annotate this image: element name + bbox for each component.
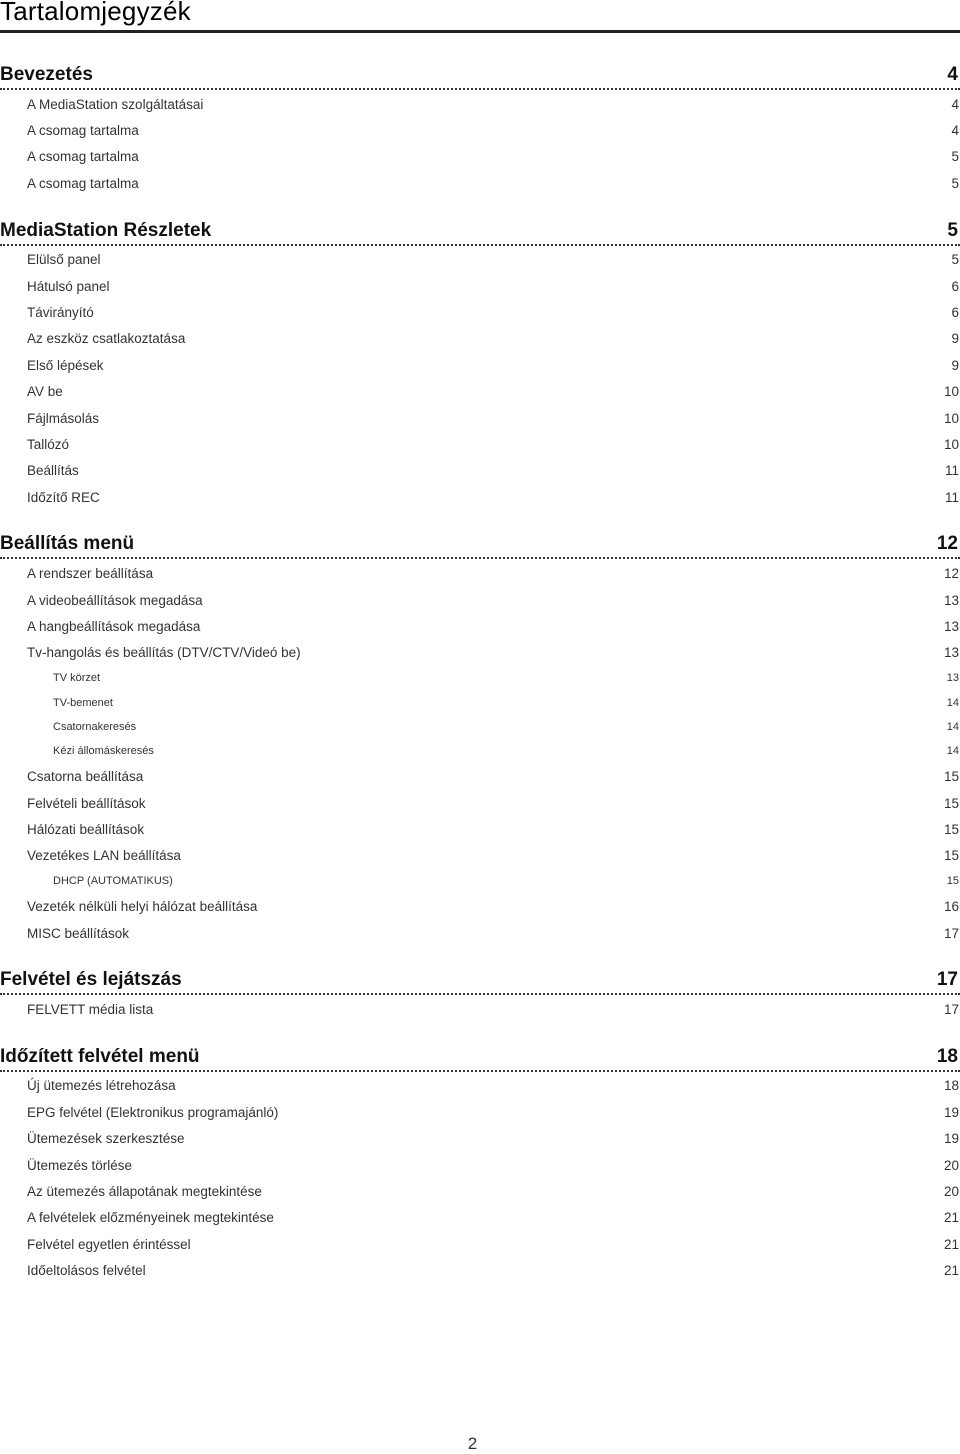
title-rule [0,30,960,33]
entry-page-number: 14 [946,745,959,758]
toc-entry[interactable] [0,1231,960,1257]
entry-label: Felvételi beállítások [27,795,146,811]
toc-entry[interactable] [0,273,960,299]
toc-subentry[interactable] [0,715,960,739]
toc-subentry[interactable] [0,739,960,763]
entry-page-number: 20 [943,1183,959,1199]
section-title: Beállítás menü [0,533,135,555]
entry-label: FELVETT média lista [27,1002,154,1018]
entry-label: Időzítő REC [27,489,100,505]
entry-label: Az eszköz csatlakoztatása [27,331,186,347]
entry-page-number: 11 [944,489,959,505]
entry-page-number: 15 [946,875,959,888]
entry-page-number: 21 [943,1210,959,1226]
entry-page-number: 13 [943,592,959,608]
entry-page-number: 15 [943,822,959,838]
entry-page-number: 21 [943,1236,959,1252]
toc-entry[interactable] [0,247,960,273]
entry-label: A MediaStation szolgáltatásai [27,96,204,112]
entry-label: Fájlmásolás [27,410,100,426]
entry-label: TV körzet [53,672,101,685]
entry-label: Hálózati beállítások [27,822,145,838]
toc-section [0,54,960,197]
toc-entry[interactable] [0,326,960,352]
entry-page-number: 9 [951,357,959,373]
toc-entry-list [0,1073,960,1284]
toc-entry[interactable] [0,379,960,405]
section-title: MediaStation Részletek [0,219,212,241]
entry-label: Időeltolásos felvétel [27,1263,146,1279]
toc-section [0,523,960,946]
page-number: 2 [467,1434,478,1453]
entry-page-number: 6 [951,278,959,294]
section-page-number: 12 [936,533,958,555]
toc-entry-list [0,91,960,197]
entry-label: EPG felvétel (Elektronikus programajánló) [27,1104,279,1120]
section-page-number: 5 [947,219,958,241]
entry-page-number: 10 [943,410,959,426]
toc-entry[interactable] [0,1126,960,1152]
entry-page-number: 13 [943,618,959,634]
entry-label: Csatorna beállítása [27,769,144,785]
toc-entry[interactable] [0,144,960,170]
section-title: Időzített felvétel menü [0,1045,200,1067]
entry-page-number: 18 [943,1078,959,1094]
toc-entry-list [0,560,960,946]
toc-subentry[interactable] [0,869,960,893]
entry-label: Felvétel egyetlen érintéssel [27,1236,191,1252]
entry-page-number: 14 [946,721,959,733]
entry-page-number: 13 [946,672,959,685]
entry-label: AV be [27,384,63,400]
entry-page-number: 5 [951,252,959,268]
entry-label: A csomag tartalma [27,149,139,165]
toc-entry[interactable] [0,299,960,325]
toc-entry[interactable] [0,117,960,143]
toc-entry[interactable] [0,613,960,639]
toc-entry[interactable] [0,431,960,457]
toc-entry[interactable] [0,894,960,920]
toc-subentry[interactable] [0,666,960,690]
toc-section-heading[interactable] [0,54,960,90]
toc-entry[interactable] [0,816,960,842]
entry-label: Új ütemezés létrehozása [27,1078,176,1094]
entry-page-number: 10 [943,384,959,400]
entry-page-number: 15 [943,848,959,864]
toc-entry[interactable] [0,458,960,484]
entry-page-number: 4 [951,123,959,139]
entry-label: A videobeállítások megadása [27,592,203,608]
page-title: Tartalomjegyzék [0,0,191,26]
entry-page-number: 4 [951,96,959,112]
toc-entry[interactable] [0,920,960,946]
toc-entry[interactable] [0,405,960,431]
toc-entry[interactable] [0,843,960,869]
entry-label: MISC beállítások [27,925,130,941]
section-page-number: 17 [936,969,958,991]
toc-entry-list [0,996,960,1022]
toc-entry[interactable] [0,1099,960,1125]
entry-label: Hátulsó panel [27,278,110,294]
entry-page-number: 12 [943,566,959,582]
toc-entry[interactable] [0,170,960,196]
entry-label: A hangbeállítások megadása [27,618,201,634]
entry-label: Ütemezés törlése [27,1157,133,1173]
entry-label: Tv-hangolás és beállítás (DTV/CTV/Videó be) [27,645,301,661]
entry-page-number: 6 [951,305,959,321]
section-page-number: 18 [936,1045,958,1067]
entry-label: Vezeték nélküli helyi hálózat beállítása [27,899,258,915]
entry-label: Kézi állomáskeresés [53,745,154,758]
section-title: Felvétel és lejátszás [0,969,182,991]
entry-label: Elülső panel [27,252,101,268]
entry-label: Beállítás [27,463,79,479]
toc-entry[interactable] [0,1257,960,1283]
toc-entry[interactable] [0,1073,960,1099]
entry-page-number: 5 [951,149,959,165]
toc-entry[interactable] [0,484,960,510]
toc-section-heading[interactable] [0,1036,960,1072]
entry-page-number: 5 [951,175,959,191]
toc-entry[interactable] [0,587,960,613]
entry-page-number: 11 [944,463,959,479]
toc-section [0,210,960,511]
entry-label: DHCP (AUTOMATIKUS) [53,875,173,888]
entry-page-number: 19 [943,1104,959,1120]
entry-page-number: 10 [943,436,959,452]
entry-page-number: 16 [943,899,959,915]
toc-entry[interactable] [0,790,960,816]
entry-label: A csomag tartalma [27,123,139,139]
toc-entry[interactable] [0,640,960,666]
toc-entry[interactable] [0,352,960,378]
toc-entry[interactable] [0,91,960,117]
toc-section-heading[interactable] [0,959,960,995]
entry-label: Első lépések [27,357,104,373]
entry-page-number: 14 [946,696,959,709]
entry-label: Tallózó [27,436,70,452]
entry-page-number: 17 [943,1002,959,1018]
toc-entry[interactable] [0,1178,960,1204]
entry-page-number: 19 [943,1131,959,1147]
toc-entry[interactable] [0,996,960,1022]
entry-page-number: 21 [943,1263,959,1279]
entry-page-number: 13 [943,645,959,661]
entry-label: A felvételek előzményeinek megtekintése [27,1210,274,1226]
entry-label: A rendszer beállítása [27,566,154,582]
toc-subentry[interactable] [0,690,960,714]
section-title: Bevezetés [0,64,93,85]
entry-label: TV-bemenet [53,696,113,709]
toc-entry[interactable] [0,1205,960,1231]
toc-section [0,959,960,1022]
entry-page-number: 15 [943,795,959,811]
toc-entry[interactable] [0,560,960,586]
toc-entry[interactable] [0,764,960,790]
entry-page-number: 9 [951,331,959,347]
entry-label: A csomag tartalma [27,175,139,191]
entry-label: Az ütemezés állapotának megtekintése [27,1183,262,1199]
entry-label: Távirányító [27,305,94,321]
section-page-number: 4 [947,64,958,85]
entry-label: Vezetékes LAN beállítása [27,848,181,864]
entry-label: Csatornakeresés [53,721,137,733]
table-of-contents [0,54,960,1297]
toc-entry-list [0,247,960,511]
entry-page-number: 15 [943,769,959,785]
entry-page-number: 20 [943,1157,959,1173]
toc-section [0,1036,960,1284]
entry-label: Ütemezések szerkesztése [27,1131,185,1147]
entry-page-number: 17 [943,925,959,941]
toc-section-heading[interactable] [0,523,960,559]
toc-section-heading[interactable] [0,210,960,246]
toc-entry[interactable] [0,1152,960,1178]
